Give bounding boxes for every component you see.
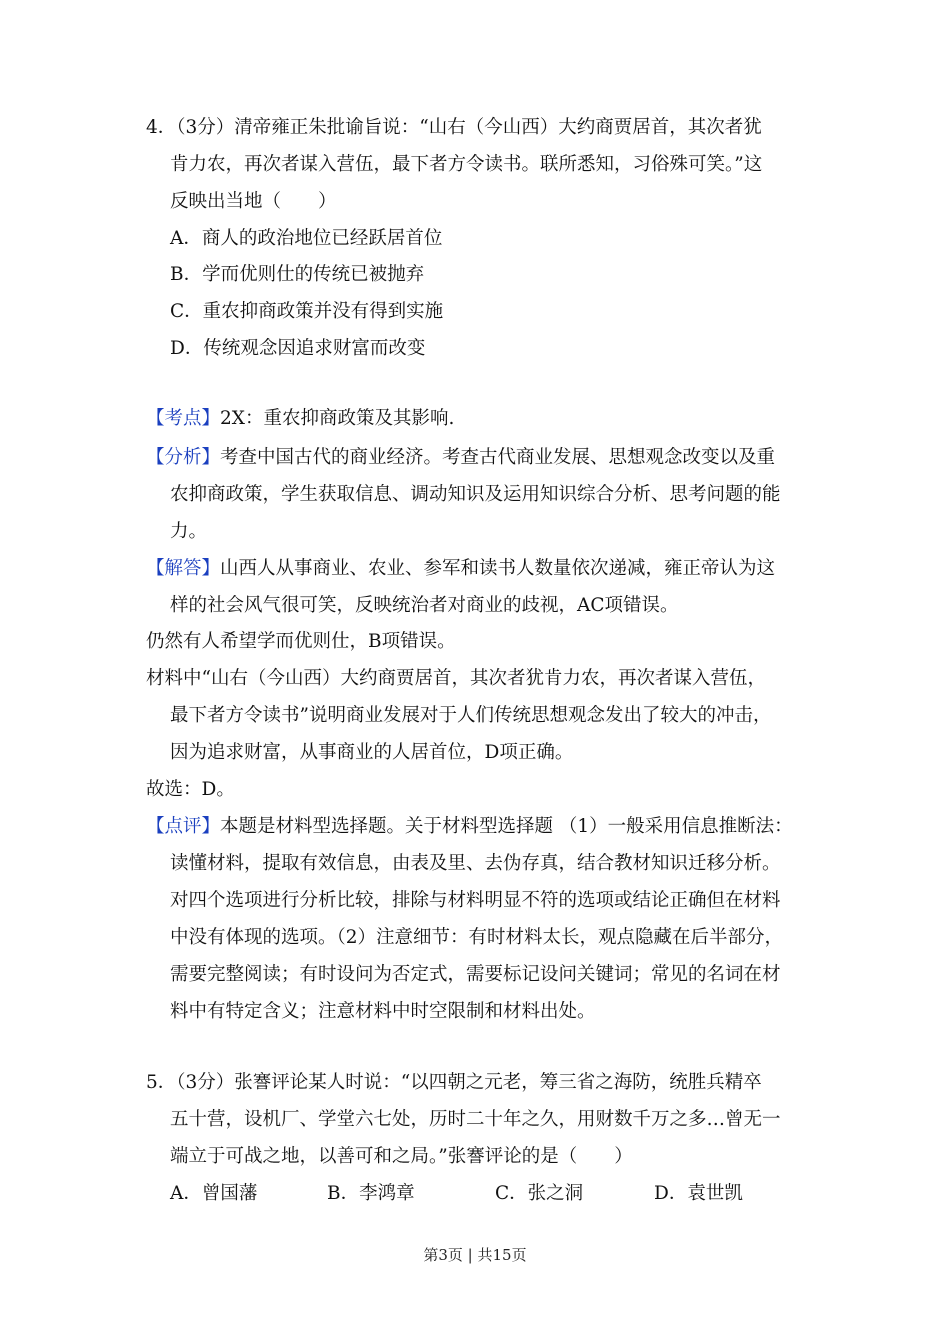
page-footer: 第3页 | 共15页 (423, 1246, 527, 1264)
q4-option-b: B．学而优则仕的传统已被抛弃 (170, 264, 425, 285)
analysis-extra-4: 因为追求财富，从事商业的人居首位，D项正确。 (170, 742, 574, 763)
q5-stem-line-3: 端立于可战之地，以善可和之局。”张謇评论的是（ ） (170, 1146, 633, 1167)
dianping-line-6: 料中有特定含义；注意材料中时空限制和材料出处。 (170, 1001, 596, 1022)
q5-stem-line-2: 五十营，设机厂、学堂六七处，历时二十年之久，用财数千万之多…曾无一 (170, 1109, 781, 1130)
analysis-extra-1: 仍然有人希望学而优则仕，B项错误。 (146, 631, 456, 652)
dianping-line-1 (146, 814, 793, 840)
q4-option-a: A．商人的政治地位已经跃居首位 (170, 228, 443, 249)
q5-option-b: B．李鸿章 (327, 1183, 415, 1204)
kaodian-text: 2X：重农抑商政策及其影响. (220, 408, 455, 429)
dianping-tag: 【点评】 (146, 816, 221, 837)
fenxi-text-1: 考查中国古代的商业经济。考查古代商业发展、思想观念改变以及重 (220, 447, 776, 468)
fenxi-line-1 (146, 445, 775, 471)
fenxi-tag: 【分析】 (146, 447, 221, 468)
dianping-line-2: 读懂材料，提取有效信息，由表及里、去伪存真，结合教材知识迁移分析。 (170, 853, 781, 874)
jieda-text-1: 山西人从事商业、农业、参军和读书人数量依次递减，雍正帝认为这 (220, 558, 776, 579)
dianping-line-5: 需要完整阅读；有时设问为否定式，需要标记设问关键词；常见的名词在材 (170, 964, 781, 985)
q5-option-c: C．张之洞 (495, 1183, 584, 1204)
q5-option-d: D．袁世凯 (654, 1183, 743, 1204)
q5-options-row (170, 1181, 870, 1207)
analysis-extra-2: 材料中“山右（今山西）大约商贾居首，其次者犹肯力农，再次者谋入营伍， (146, 668, 766, 689)
q4-option-d: D．传统观念因追求财富而改变 (170, 338, 426, 359)
jieda-tag: 【解答】 (146, 558, 221, 579)
q5-option-a: A．曾国藩 (170, 1183, 258, 1204)
q4-stem-line-3: 反映出当地（ ） (170, 191, 337, 212)
fenxi-line-2: 农抑商政策，学生获取信息、调动知识及运用知识综合分析、思考问题的能 (170, 484, 781, 505)
jieda-line-2: 样的社会风气很可笑，反映统治者对商业的歧视，AC项错误。 (170, 595, 679, 616)
q5-stem-line-1: 5．（3分）张謇评论某人时说：“以四朝之元老，筹三省之海防，统胜兵精卒 (146, 1072, 762, 1093)
dianping-line-4: 中没有体现的选项。（2）注意细节：有时材料太长，观点隐藏在后半部分， (170, 927, 784, 948)
dianping-line-3: 对四个选项进行分析比较，排除与材料明显不符的选项或结论正确但在材料 (170, 890, 781, 911)
analysis-extra-3: 最下者方令读书”说明商业发展对于人们传统思想观念发出了较大的冲击， (170, 705, 772, 726)
dianping-text-1: 本题是材料型选择题。关于材料型选择题 （1）一般采用信息推断法： (220, 816, 793, 837)
jieda-line-1 (146, 556, 775, 582)
fenxi-line-3: 力。 (170, 521, 208, 542)
kaodian-line (146, 406, 454, 432)
q4-stem-line-1: 4．（3分）清帝雍正朱批谕旨说：“山右（今山西）大约商贾居首，其次者犹 (146, 117, 762, 138)
q4-stem-line-2: 肯力农，再次者谋入营伍，最下者方令读书。联所悉知，习俗殊可笑。”这 (170, 154, 763, 175)
q4-option-c: C．重农抑商政策并没有得到实施 (170, 301, 444, 322)
kaodian-tag: 【考点】 (146, 408, 221, 429)
answer-line: 故选：D。 (146, 779, 235, 800)
